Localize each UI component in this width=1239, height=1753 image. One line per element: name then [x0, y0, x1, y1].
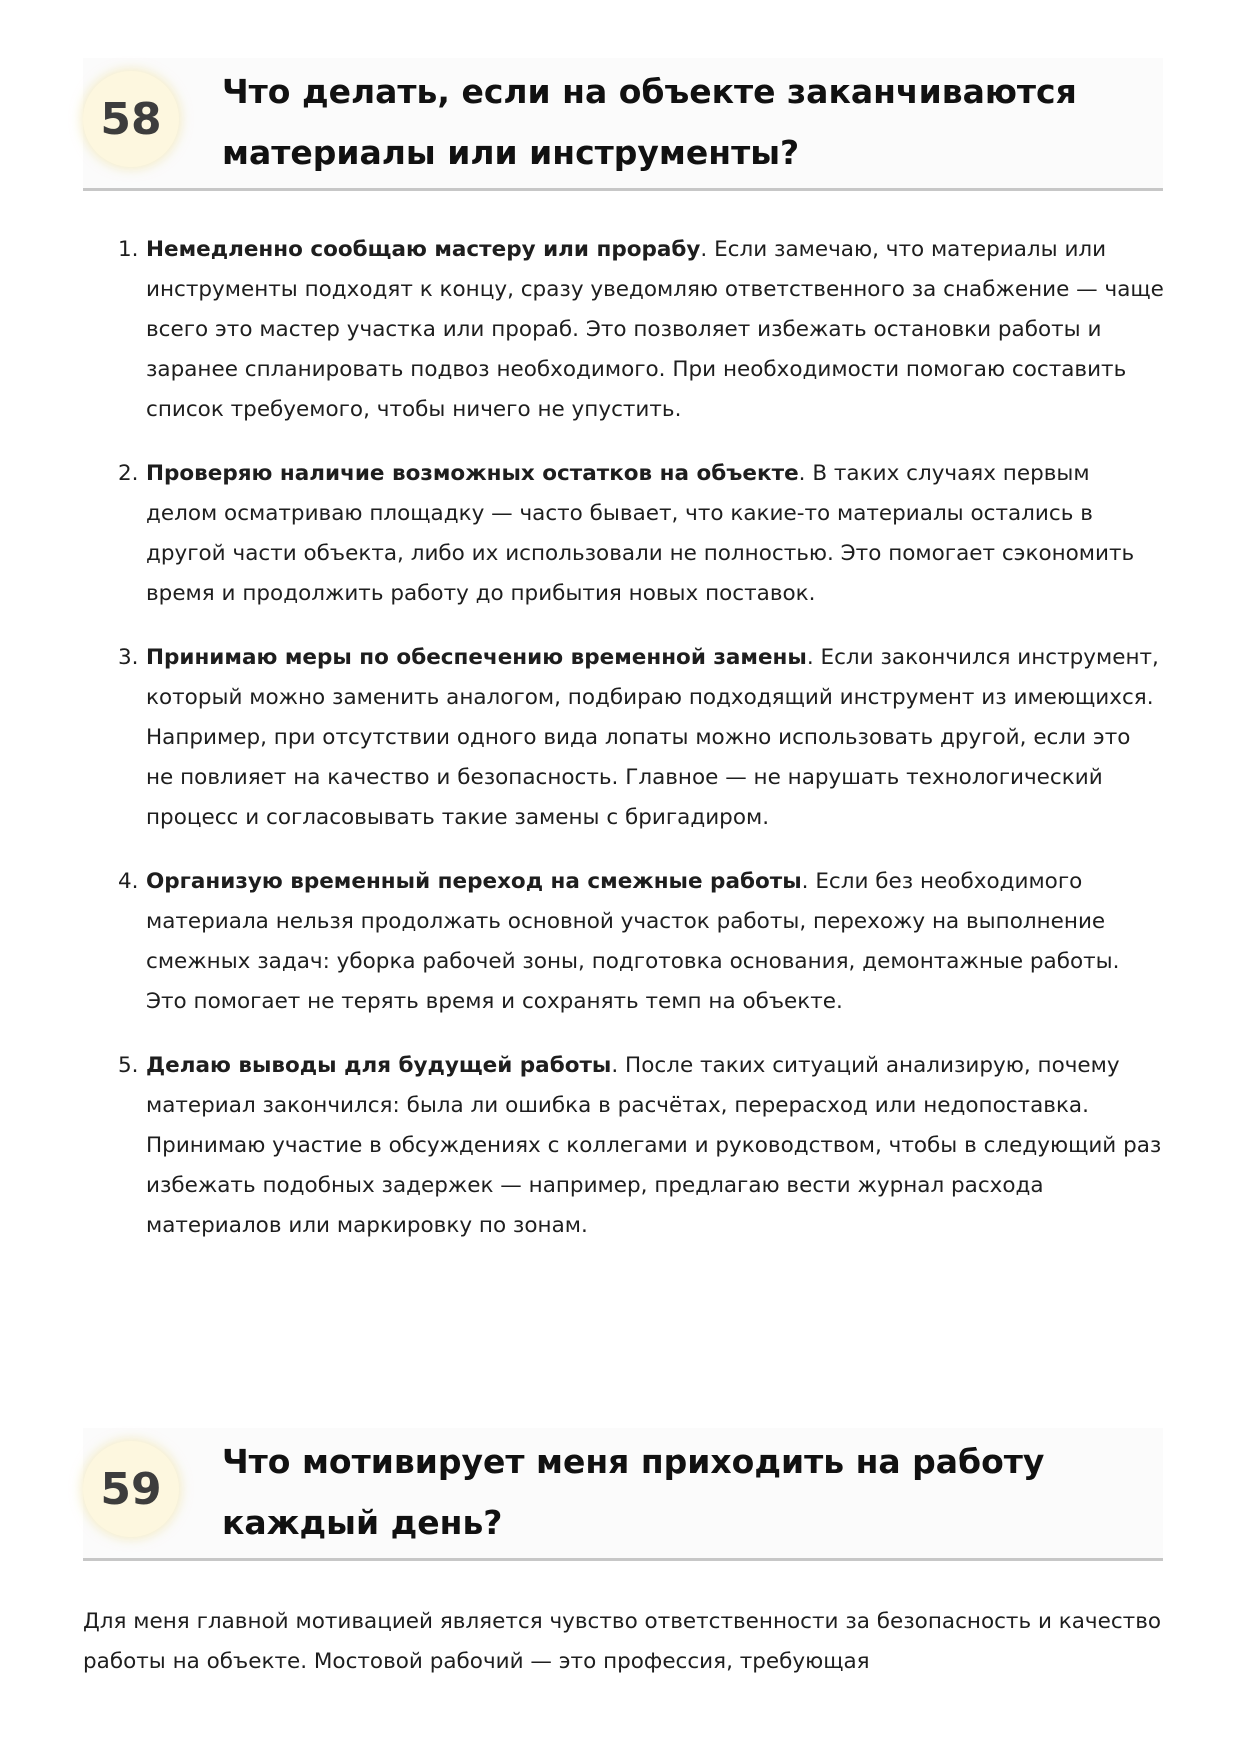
- list-item-lead: Делаю выводы для будущей работы: [146, 1053, 612, 1078]
- answer-paragraph: Для меня главной мотивацией является чувство ответственности за безопасность и качество работы на объекте. Мостовой рабочий — это профессия, требующая: [83, 1609, 1162, 1674]
- list-item-number: 2.: [118, 461, 139, 486]
- list-item-number: 1.: [118, 237, 139, 262]
- question-number-badge: [83, 71, 179, 167]
- list-item: [118, 230, 1164, 430]
- question-header-58: [83, 58, 1163, 191]
- list-item-text: . После таких ситуаций анализирую, почему материал закончился: была ли ошибка в расчётах, перерасход или недопоставка. Принимаю участие в обсуждениях с коллегами и руководством, чтобы в следующий раз избежать подобных задержек — например, предлагаю вести журнал расхода материалов или маркировку по зонам.: [146, 1053, 1162, 1238]
- list-item-text: . Если замечаю, что материалы или инструменты подходят к концу, сразу уведомляю ответственного за снабжение — чаще всего это мастер участка или прораб. Это позволяет избежать остановки работы и заранее спланировать подвоз необходимого. При необходимости помогаю составить список требуемого, чтобы ничего не упустить.: [146, 237, 1164, 422]
- list-item: [118, 1046, 1164, 1246]
- list-item-text: . В таких случаях первым делом осматриваю площадку — часто бывает, что какие-то материалы остались в другой части объекта, либо их использовали не полностью. Это помогает сэкономить время и продолжить работу до прибытия новых поставок.: [146, 461, 1135, 606]
- question-number: 59: [100, 1463, 162, 1515]
- list-item-text: . Если закончился инструмент, который можно заменить аналогом, подбираю подходящий инструмент из имеющихся. Например, при отсутствии одного вида лопаты можно использовать другой, если это не повлияет на качество и безопасность. Главное — не нарушать технологический процесс и согласовывать такие замены с бригадиром.: [146, 645, 1159, 830]
- question-title: Что делать, если на объекте заканчиваются материалы или инструменты?: [222, 72, 1077, 172]
- list-item-number: 5.: [118, 1053, 139, 1078]
- list-item-lead: Принимаю меры по обеспечению временной замены: [146, 645, 807, 670]
- list-item: [118, 862, 1164, 1022]
- question-number-badge: [83, 1441, 179, 1537]
- list-item-lead: Немедленно сообщаю мастеру или прорабу: [146, 237, 701, 262]
- question-number: 58: [100, 93, 162, 145]
- answer-list: [118, 230, 1164, 1270]
- question-header-59: [83, 1428, 1163, 1561]
- list-item-lead: Проверяю наличие возможных остатков на объекте: [146, 461, 799, 486]
- question-title: Что мотивирует меня приходить на работу каждый день?: [222, 1442, 1045, 1542]
- list-item-number: 4.: [118, 869, 139, 894]
- list-item: [118, 638, 1164, 838]
- list-item-text: . Если без необходимого материала нельзя продолжать основной участок работы, перехожу на выполнение смежных задач: уборка рабочей зоны, подготовка основания, демонтажные работы. Это помогает не терять время и сохранять темп на объекте.: [146, 869, 1120, 1014]
- list-item-lead: Организую временный переход на смежные работы: [146, 869, 802, 894]
- list-item: [118, 454, 1164, 614]
- list-item-number: 3.: [118, 645, 139, 670]
